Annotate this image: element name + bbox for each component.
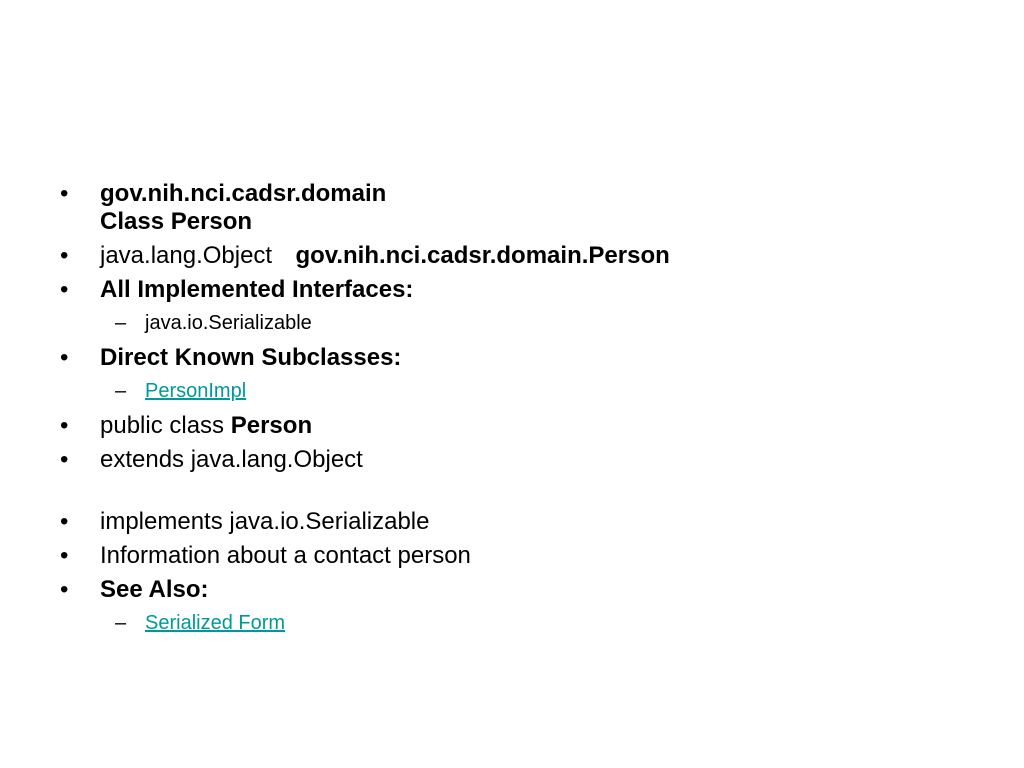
- subclasses-heading-item: [60, 344, 980, 372]
- hierarchy-base: java.lang.Object: [100, 242, 273, 269]
- slide-content: [60, 180, 980, 644]
- extends-item: [60, 446, 980, 474]
- bullet: •: [60, 180, 69, 207]
- package-item: [60, 180, 980, 236]
- description-text: Information about a contact person: [100, 542, 471, 569]
- bullet: •: [60, 344, 69, 371]
- bullet: •: [60, 412, 69, 439]
- dash: –: [115, 312, 127, 334]
- serialized-form-link[interactable]: Serialized Form: [145, 612, 286, 634]
- hierarchy-item: [60, 242, 980, 270]
- hierarchy-class: gov.nih.nci.cadsr.domain.Person: [295, 242, 670, 269]
- extends-text: extends java.lang.Object: [100, 446, 363, 473]
- description-item: [60, 542, 980, 570]
- bullet: •: [60, 542, 69, 569]
- implements-item: [60, 508, 980, 536]
- class-title: Class Person: [100, 208, 253, 235]
- see-also-item: [60, 576, 980, 604]
- person-impl-link[interactable]: PersonImpl: [145, 380, 247, 402]
- package-name: gov.nih.nci.cadsr.domain: [100, 180, 387, 207]
- declaration-prefix: public class: [100, 412, 231, 439]
- implements-text: implements java.io.Serializable: [100, 508, 430, 535]
- see-also-heading: See Also:: [100, 576, 209, 603]
- subclass-link-item: [60, 378, 980, 404]
- implemented-value-item: [60, 310, 980, 336]
- implemented-heading: All Implemented Interfaces:: [100, 276, 414, 303]
- dash: –: [115, 380, 127, 402]
- see-also-link-item: [60, 610, 980, 636]
- dash: –: [115, 612, 127, 634]
- subclasses-heading: Direct Known Subclasses:: [100, 344, 402, 371]
- bullet: •: [60, 508, 69, 535]
- implemented-heading-item: [60, 276, 980, 304]
- spacer: [60, 480, 980, 508]
- bullet: •: [60, 276, 69, 303]
- bullet: •: [60, 242, 69, 269]
- bullet: •: [60, 446, 69, 473]
- declaration-item: [60, 412, 980, 440]
- implemented-value: java.io.Serializable: [145, 312, 312, 334]
- bullet: •: [60, 576, 69, 603]
- declaration-name: Person: [230, 412, 313, 439]
